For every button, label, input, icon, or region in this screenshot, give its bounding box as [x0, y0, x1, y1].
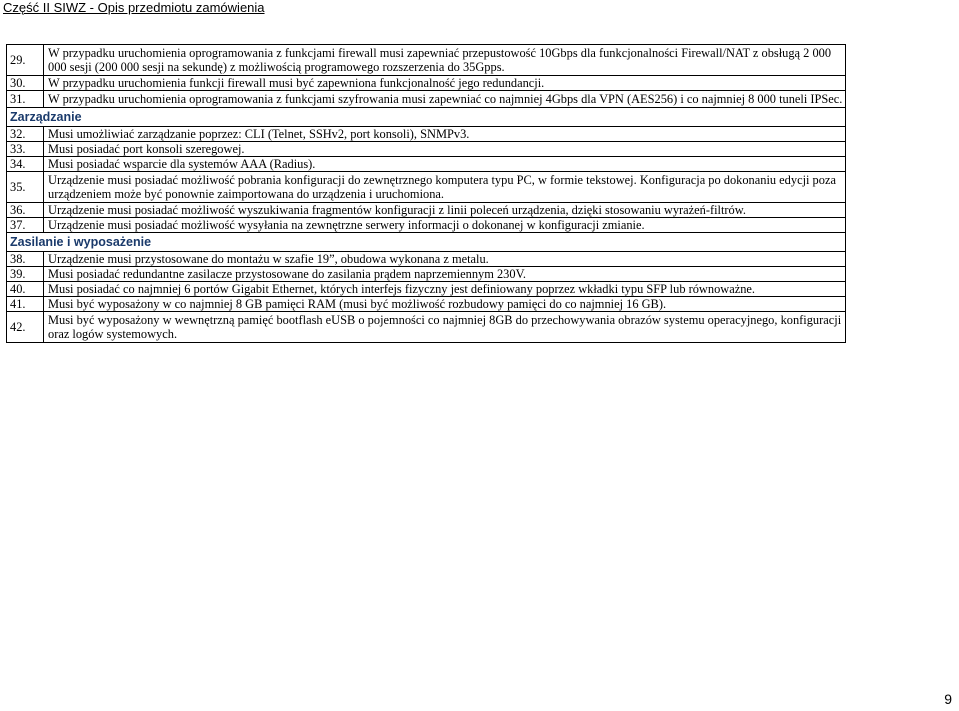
page-header-title: Część II SIWZ - Opis przedmiotu zamówienia	[3, 0, 265, 15]
table-row	[7, 45, 846, 76]
page-number: 9	[944, 691, 952, 707]
row-number: 41.	[7, 297, 44, 312]
row-number: 29.	[7, 45, 44, 76]
table-row	[7, 76, 846, 91]
row-text: Urządzenie musi posiadać możliwość wyszukiwania fragmentów konfiguracji z linii poleceń urządzenia, dzięki stosowaniu wyrażeń-filtrów.	[44, 203, 846, 218]
row-text: Musi posiadać co najmniej 6 portów Gigabit Ethernet, których interfejs fizyczny jest definiowany poprzez wkładki typu SFP lub równoważne.	[44, 282, 846, 297]
row-number: 39.	[7, 267, 44, 282]
table-row	[7, 203, 846, 218]
table-row	[7, 252, 846, 267]
section-heading: Zasilanie i wyposażenie	[7, 233, 846, 252]
row-number: 31.	[7, 91, 44, 108]
row-text: Urządzenie musi posiadać możliwość wysyłania na zewnętrzne serwery informacji o dokonanej w konfiguracji zmianie.	[44, 218, 846, 233]
section-heading-row	[7, 233, 846, 252]
row-text: W przypadku uruchomienia oprogramowania z funkcjami szyfrowania musi zapewniać co najmniej 4Gbps dla VPN (AES256) i co najmniej 8 000 tuneli IPSec.	[44, 91, 846, 108]
row-number: 40.	[7, 282, 44, 297]
section-heading: Zarządzanie	[7, 108, 846, 127]
section-heading-row	[7, 108, 846, 127]
table-row	[7, 127, 846, 142]
row-number: 38.	[7, 252, 44, 267]
row-number: 33.	[7, 142, 44, 157]
row-text: Musi posiadać port konsoli szeregowej.	[44, 142, 846, 157]
row-text: W przypadku uruchomienia oprogramowania z funkcjami firewall musi zapewniać przepustowość 10Gbps dla funkcjonalności Firewall/NAT z obsługą 2 000 000 sesji (200 000 sesji na sekundę) z możliwością programowego rozszerzenia do 35Gpps.	[44, 45, 846, 76]
row-number: 35.	[7, 172, 44, 203]
row-text: Musi posiadać redundantne zasilacze przystosowane do zasilania prądem naprzemiennym 230V.	[44, 267, 846, 282]
row-text: Musi posiadać wsparcie dla systemów AAA (Radius).	[44, 157, 846, 172]
table-row	[7, 157, 846, 172]
row-number: 37.	[7, 218, 44, 233]
row-text: Urządzenie musi przystosowane do montażu w szafie 19”, obudowa wykonana z metalu.	[44, 252, 846, 267]
table-row	[7, 142, 846, 157]
table-row	[7, 91, 846, 108]
row-text: Musi umożliwiać zarządzanie poprzez: CLI (Telnet, SSHv2, port konsoli), SNMPv3.	[44, 127, 846, 142]
table-row	[7, 312, 846, 343]
row-number: 34.	[7, 157, 44, 172]
row-text: Musi być wyposażony w co najmniej 8 GB pamięci RAM (musi być możliwość rozbudowy pamięci do co najmniej 16 GB).	[44, 297, 846, 312]
row-number: 32.	[7, 127, 44, 142]
row-number: 30.	[7, 76, 44, 91]
table-row	[7, 172, 846, 203]
row-text: Musi być wyposażony w wewnętrzną pamięć bootflash eUSB o pojemności co najmniej 8GB do przechowywania obrazów systemu operacyjnego, konfiguracji oraz logów systemowych.	[44, 312, 846, 343]
table-row	[7, 218, 846, 233]
table-row	[7, 267, 846, 282]
row-text: W przypadku uruchomienia funkcji firewall musi być zapewniona funkcjonalność jego redundancji.	[44, 76, 846, 91]
row-text: Urządzenie musi posiadać możliwość pobrania konfiguracji do zewnętrznego komputera typu PC, w formie tekstowej. Konfiguracja po dokonaniu edycji poza urządzeniem może być ponownie zaimportowana do urządzenia i uruchomiona.	[44, 172, 846, 203]
row-number: 42.	[7, 312, 44, 343]
requirements-table	[6, 44, 846, 343]
table-row	[7, 282, 846, 297]
row-number: 36.	[7, 203, 44, 218]
table-row	[7, 297, 846, 312]
